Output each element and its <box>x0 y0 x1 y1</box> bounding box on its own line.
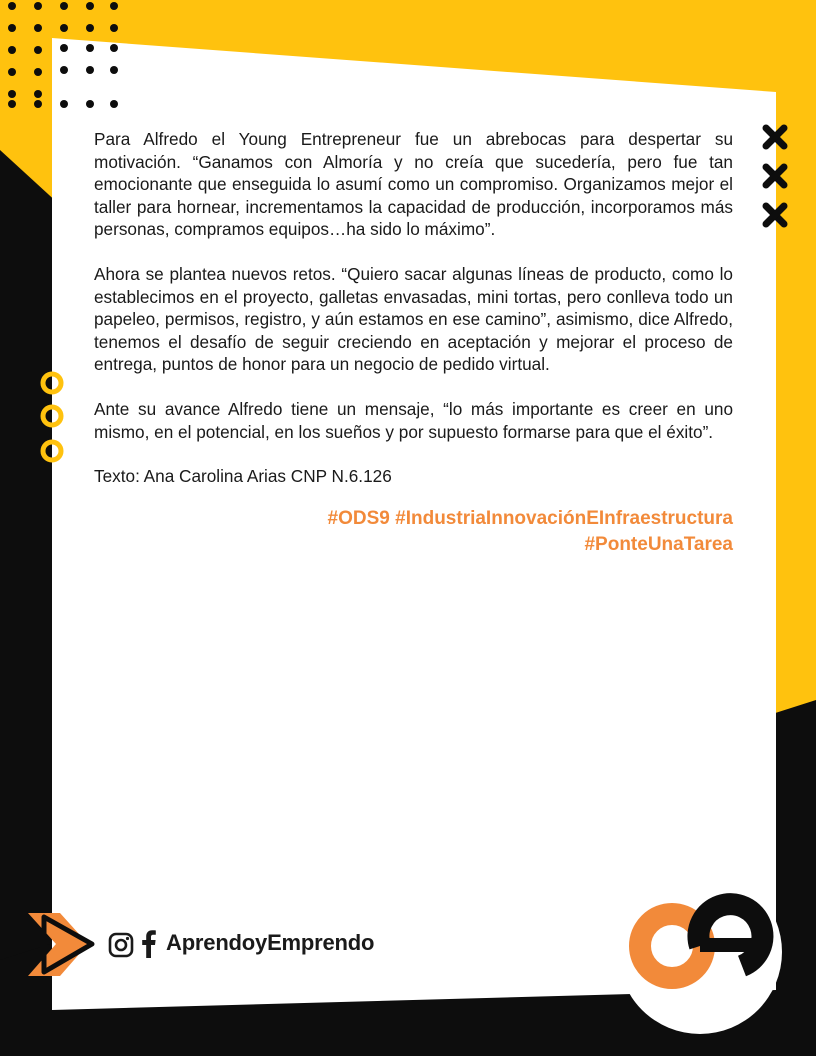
hashtag-line[interactable]: #ODS9 #IndustriaInnovaciónEInfraestructura <box>327 507 733 529</box>
facebook-icon[interactable] <box>141 930 157 958</box>
instagram-icon[interactable] <box>108 932 134 958</box>
article-body <box>94 128 733 558</box>
article-paragraph: Ahora se plantea nuevos retos. “Quiero sacar algunas líneas de producto, como lo establecimos en el proyecto, galletas envasadas, mini tortas, pero conlleva todo un papeleo, permisos, registro, y aún estamos en ese camino”, asimismo, dice Alfredo, tenemos el desafío de seguir creciendo en aceptación y mejorar el proceso de entrega, puntos de honor para un negocio de pedido virtual. <box>94 263 733 375</box>
brand-logo <box>618 870 782 1034</box>
article-paragraph: Para Alfredo el Young Entrepreneur fue un abrebocas para despertar su motivación. “Ganamos con Almoría y no creía que sucedería, pero fue tan emocionante que enseguida lo asumí como un compromiso. Organizamos mejor el taller para hornear, incrementamos la capacidad de producción, incorporamos más personas, compramos equipos…ha sido lo máximo”. <box>94 129 733 240</box>
article-paragraph: Ante su avance Alfredo tiene un mensaje, “lo más importante es creer en uno mismo, en el potencial, en los sueños y por supuesto formarse para que el éxito”. <box>94 398 733 442</box>
hashtag-list <box>94 506 733 558</box>
hashtag-line[interactable]: #PonteUnaTarea <box>584 533 733 555</box>
author-credit: Texto: Ana Carolina Arias CNP N.6.126 <box>94 466 392 487</box>
brand-handle[interactable]: AprendoyEmprendo <box>166 930 375 955</box>
